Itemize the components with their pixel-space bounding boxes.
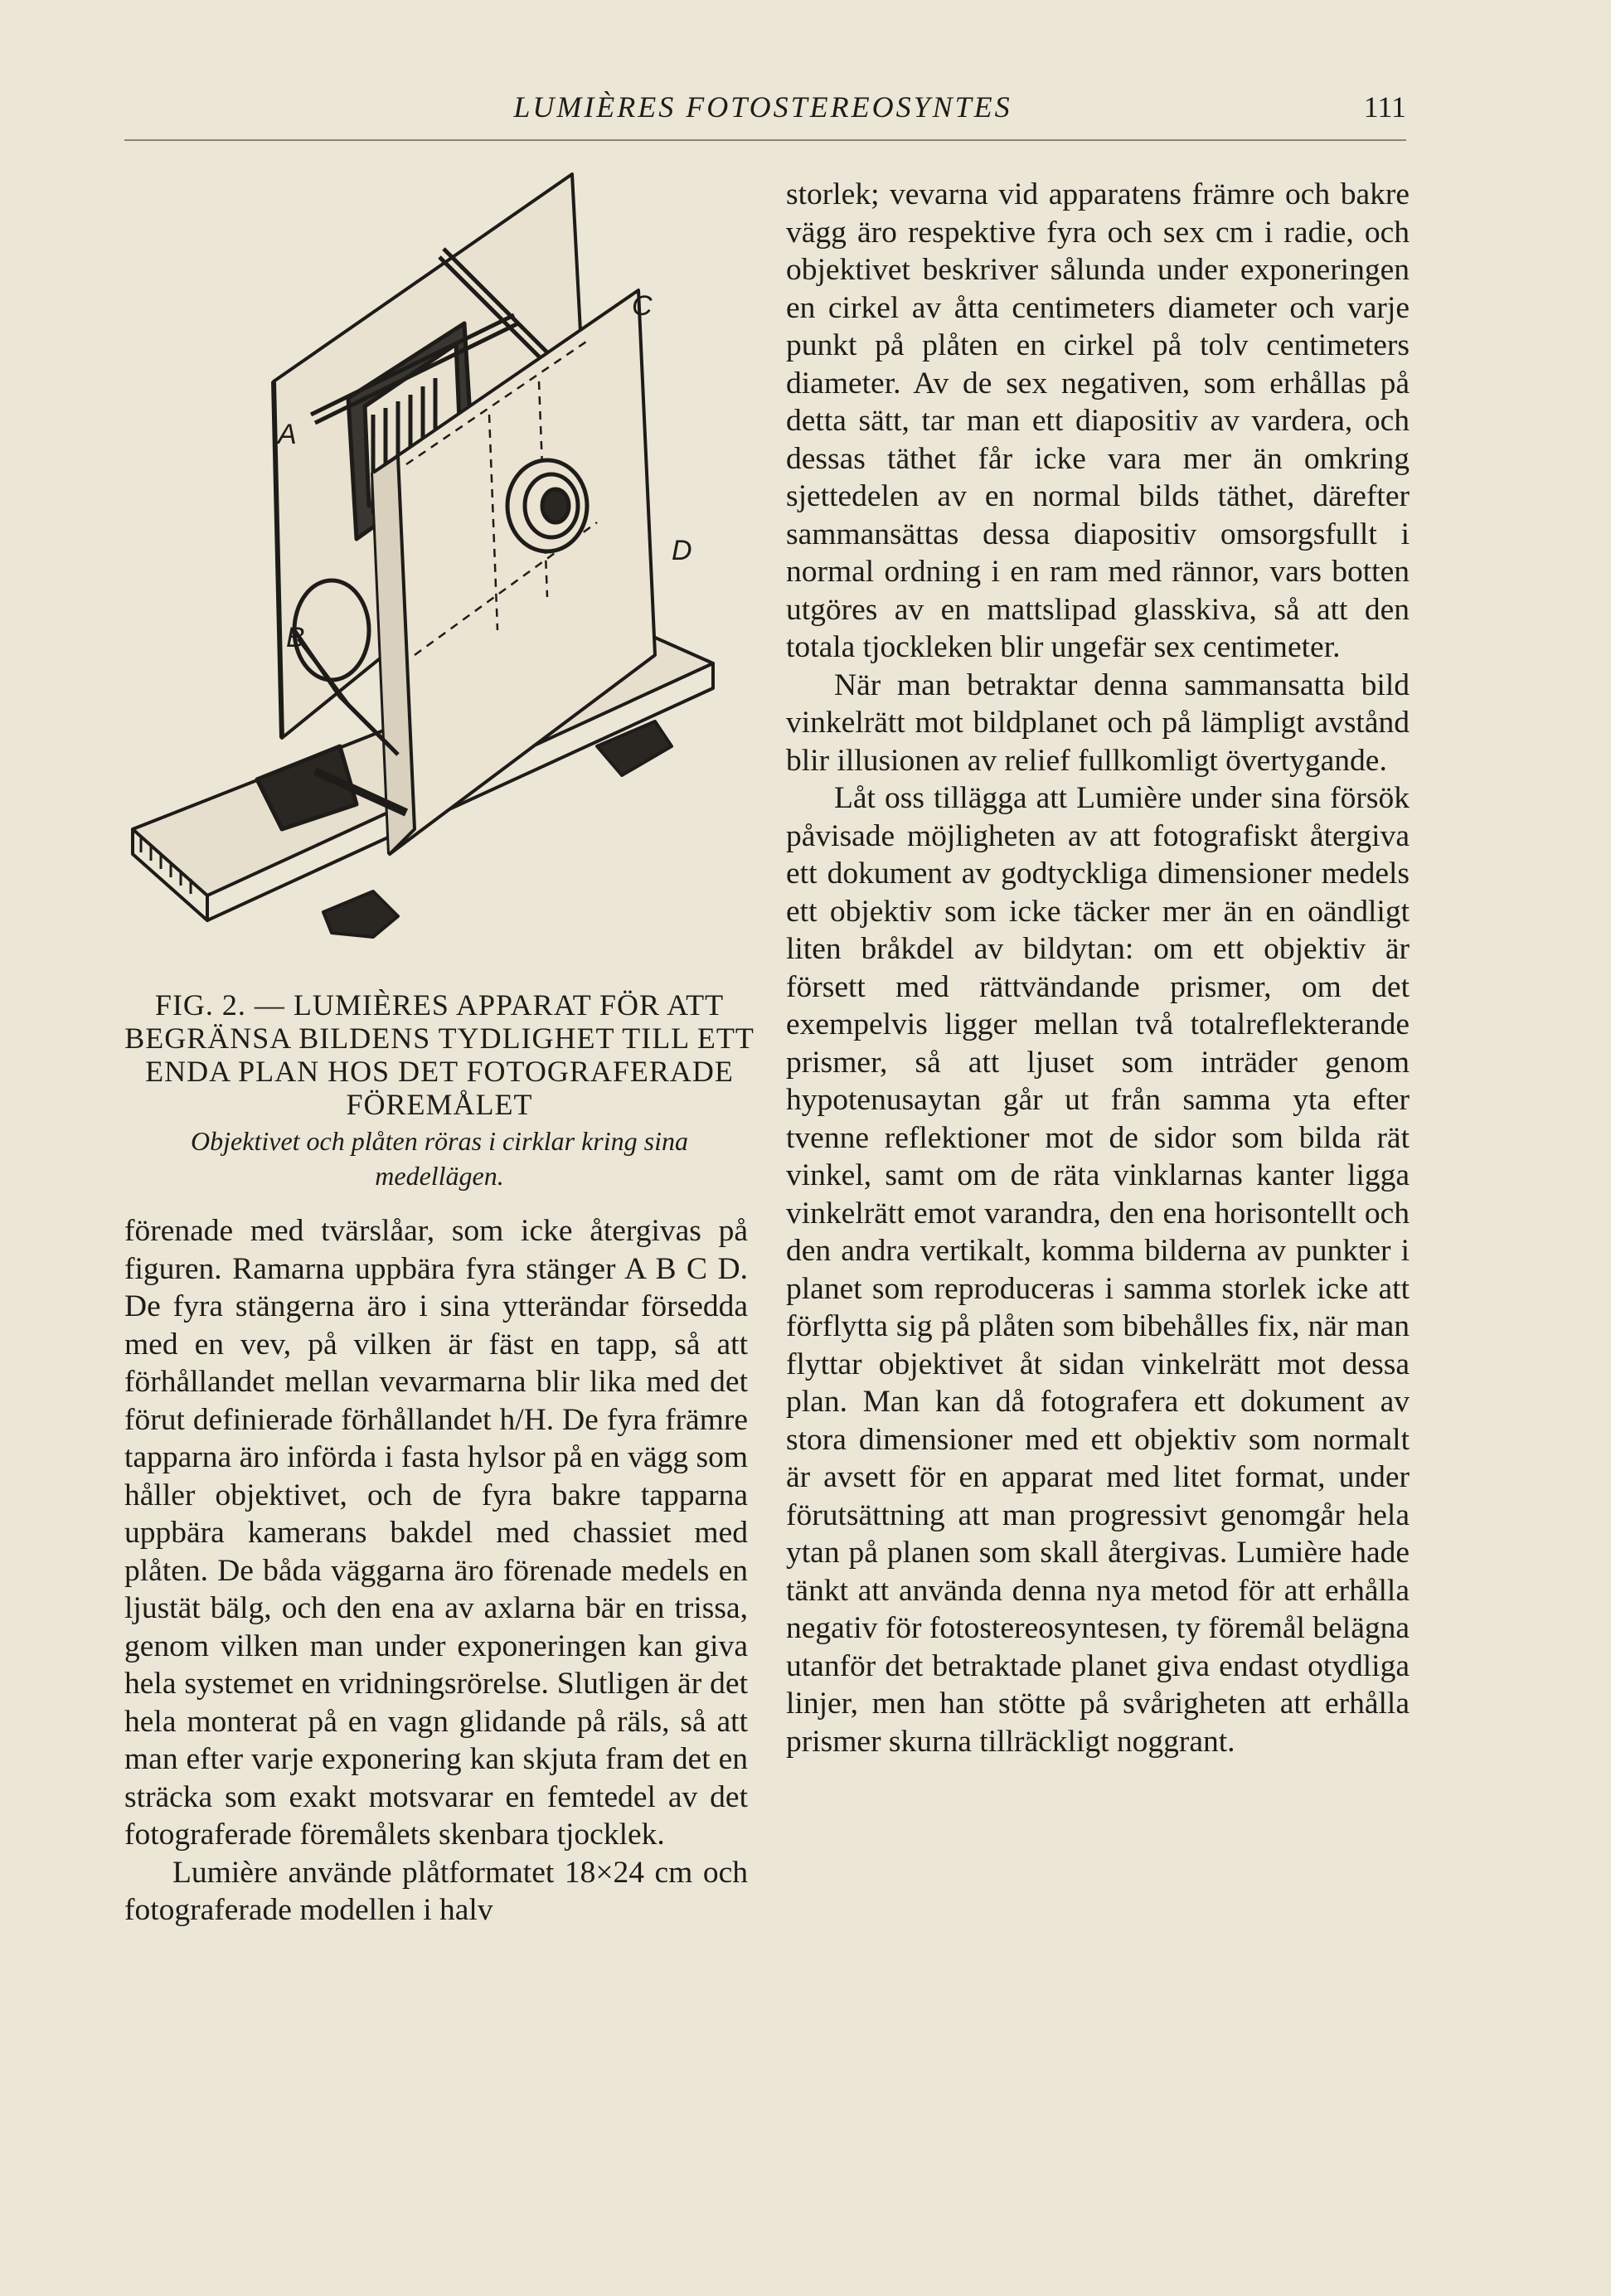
paragraph: storlek; vevarna vid apparatens främre och bakre vägg äro respektive fyra och sex cm i radie, och objektivet beskriver sålunda under exponeringen en cirkel av åtta centimeters diameter och varje punkt på plåten en cirkel på tolv centimeters diameter. Av de sex negativen, som erhållas på detta sätt, tar man ett diapositiv av vardera, och dessas täthet får icke vara mer än omkring sjettedelen av en normal bilds täthet, därefter sammansättas dessa diapositiv omsorgsfullt i normal ordning i en ram med rännor, vars botten utgöres av en mattslipad glasskiva, så att den totala tjockleken blir ungefär sex centimeter. [786, 177, 1410, 664]
page-header [124, 90, 1406, 141]
rail-block-back [597, 721, 672, 775]
figure-caption: FIG. 2. — LUMIÈRES APPARAT FÖR ATT BEGRÄNSA BILDENS TYDLIGHET TILL ETT ENDA PLAN HOS DET FOTOGRAFERADE FÖREMÅLET [124, 988, 755, 1121]
apparatus-illustration [124, 166, 755, 987]
label-a: A [278, 419, 297, 450]
paragraph: När man betraktar denna sammansatta bild vinkelrätt mot bildplanet och på lämpligt avstånd blir illusionen av relief fullkomligt övertygande. [786, 667, 1410, 778]
label-b: B [286, 622, 305, 653]
left-column [124, 1212, 748, 1930]
figure-legend: Objektivet och plåten röras i cirklar kring sina medellägen. [191, 1126, 688, 1191]
rail-block-front [323, 891, 398, 937]
label-d: D [672, 535, 692, 566]
paragraph: förenade med tvärslåar, som icke återgivas på figuren. Ramarna uppbära fyra stänger A B C D. De fyra stängerna äro i sina ytterändar försedda med en vev, på vilken är fäst en tapp, så att förhållandet mellan vevarmarna blir lika med det förut definierade förhållandet h/H. De fyra främre tapparna äro införda i fasta hylsor på en vägg som håller objektivet, och de fyra bakre tapparna uppbära kamerans bakdel med chassiet med plåten. De båda väggarna äro förenade medels en ljustät bälg, och den ena av axlarna bär en trissa, genom vilken man under exponeringen kan giva hela systemet en vridningsrörelse. Slutligen är det hela monterat på en vagn glidande på räls, så att man efter varje exponering kan skjuta fram det en sträcka som exakt motsvarar en femtedel av det fotograferade föremålets skenbara tjocklek. [124, 1214, 748, 1852]
page-number: 111 [1363, 90, 1406, 124]
lens [507, 460, 587, 551]
right-column [786, 176, 1410, 1760]
paragraph: Låt oss tillägga att Lumière under sina försök påvisade möjligheten av att fotografiskt återgiva ett dokument av godtyckliga dimensioner medels ett objektiv som icke täcker mer än en oändligt liten bråkdel av bildytan: om ett objektiv är försett med rättvändande prismer, om det exempelvis ligger mellan två totalreflekterande prismer, så att ljuset som inträder genom hypotenusaytan går ut från samma yta efter tvenne reflektioner mot de sidor som bilda rät vinkel, samt om de räta vinklarnas kanter ligga vinkelrätt emot varandra, den ena horisontellt och den andra vertikalt, komma bilderna av punkter i planet som reproduceras i samma storlek icke att förflytta sig på plåten som bibehålles fix, när man flyttar objektivet åt sidan vinkelrätt mot dessa plan. Man kan då fotografera ett dokument av stora dimensioner med ett objektiv som normalt är avsett för en apparat med litet format, under förutsättning att man progressivt genomgår hela ytan på planen som skall återgivas. Lumière hade tänkt att använda denna nya metod för att erhålla negativ för fotostereosyntesen, ty föremål belägna utanför det betraktade planet giva endast otydliga linjer, men han stötte på svårigheten att erhålla prismer skurna tillräckligt noggrant. [786, 781, 1410, 1759]
paragraph: Lumière använde plåtformatet 18×24 cm och fotograferade modellen i halv [124, 1855, 748, 1927]
figure-camera-apparatus [124, 166, 755, 987]
label-c: C [632, 290, 653, 322]
running-title: LUMIÈRES FOTOSTEREOSYNTES [513, 90, 1012, 124]
